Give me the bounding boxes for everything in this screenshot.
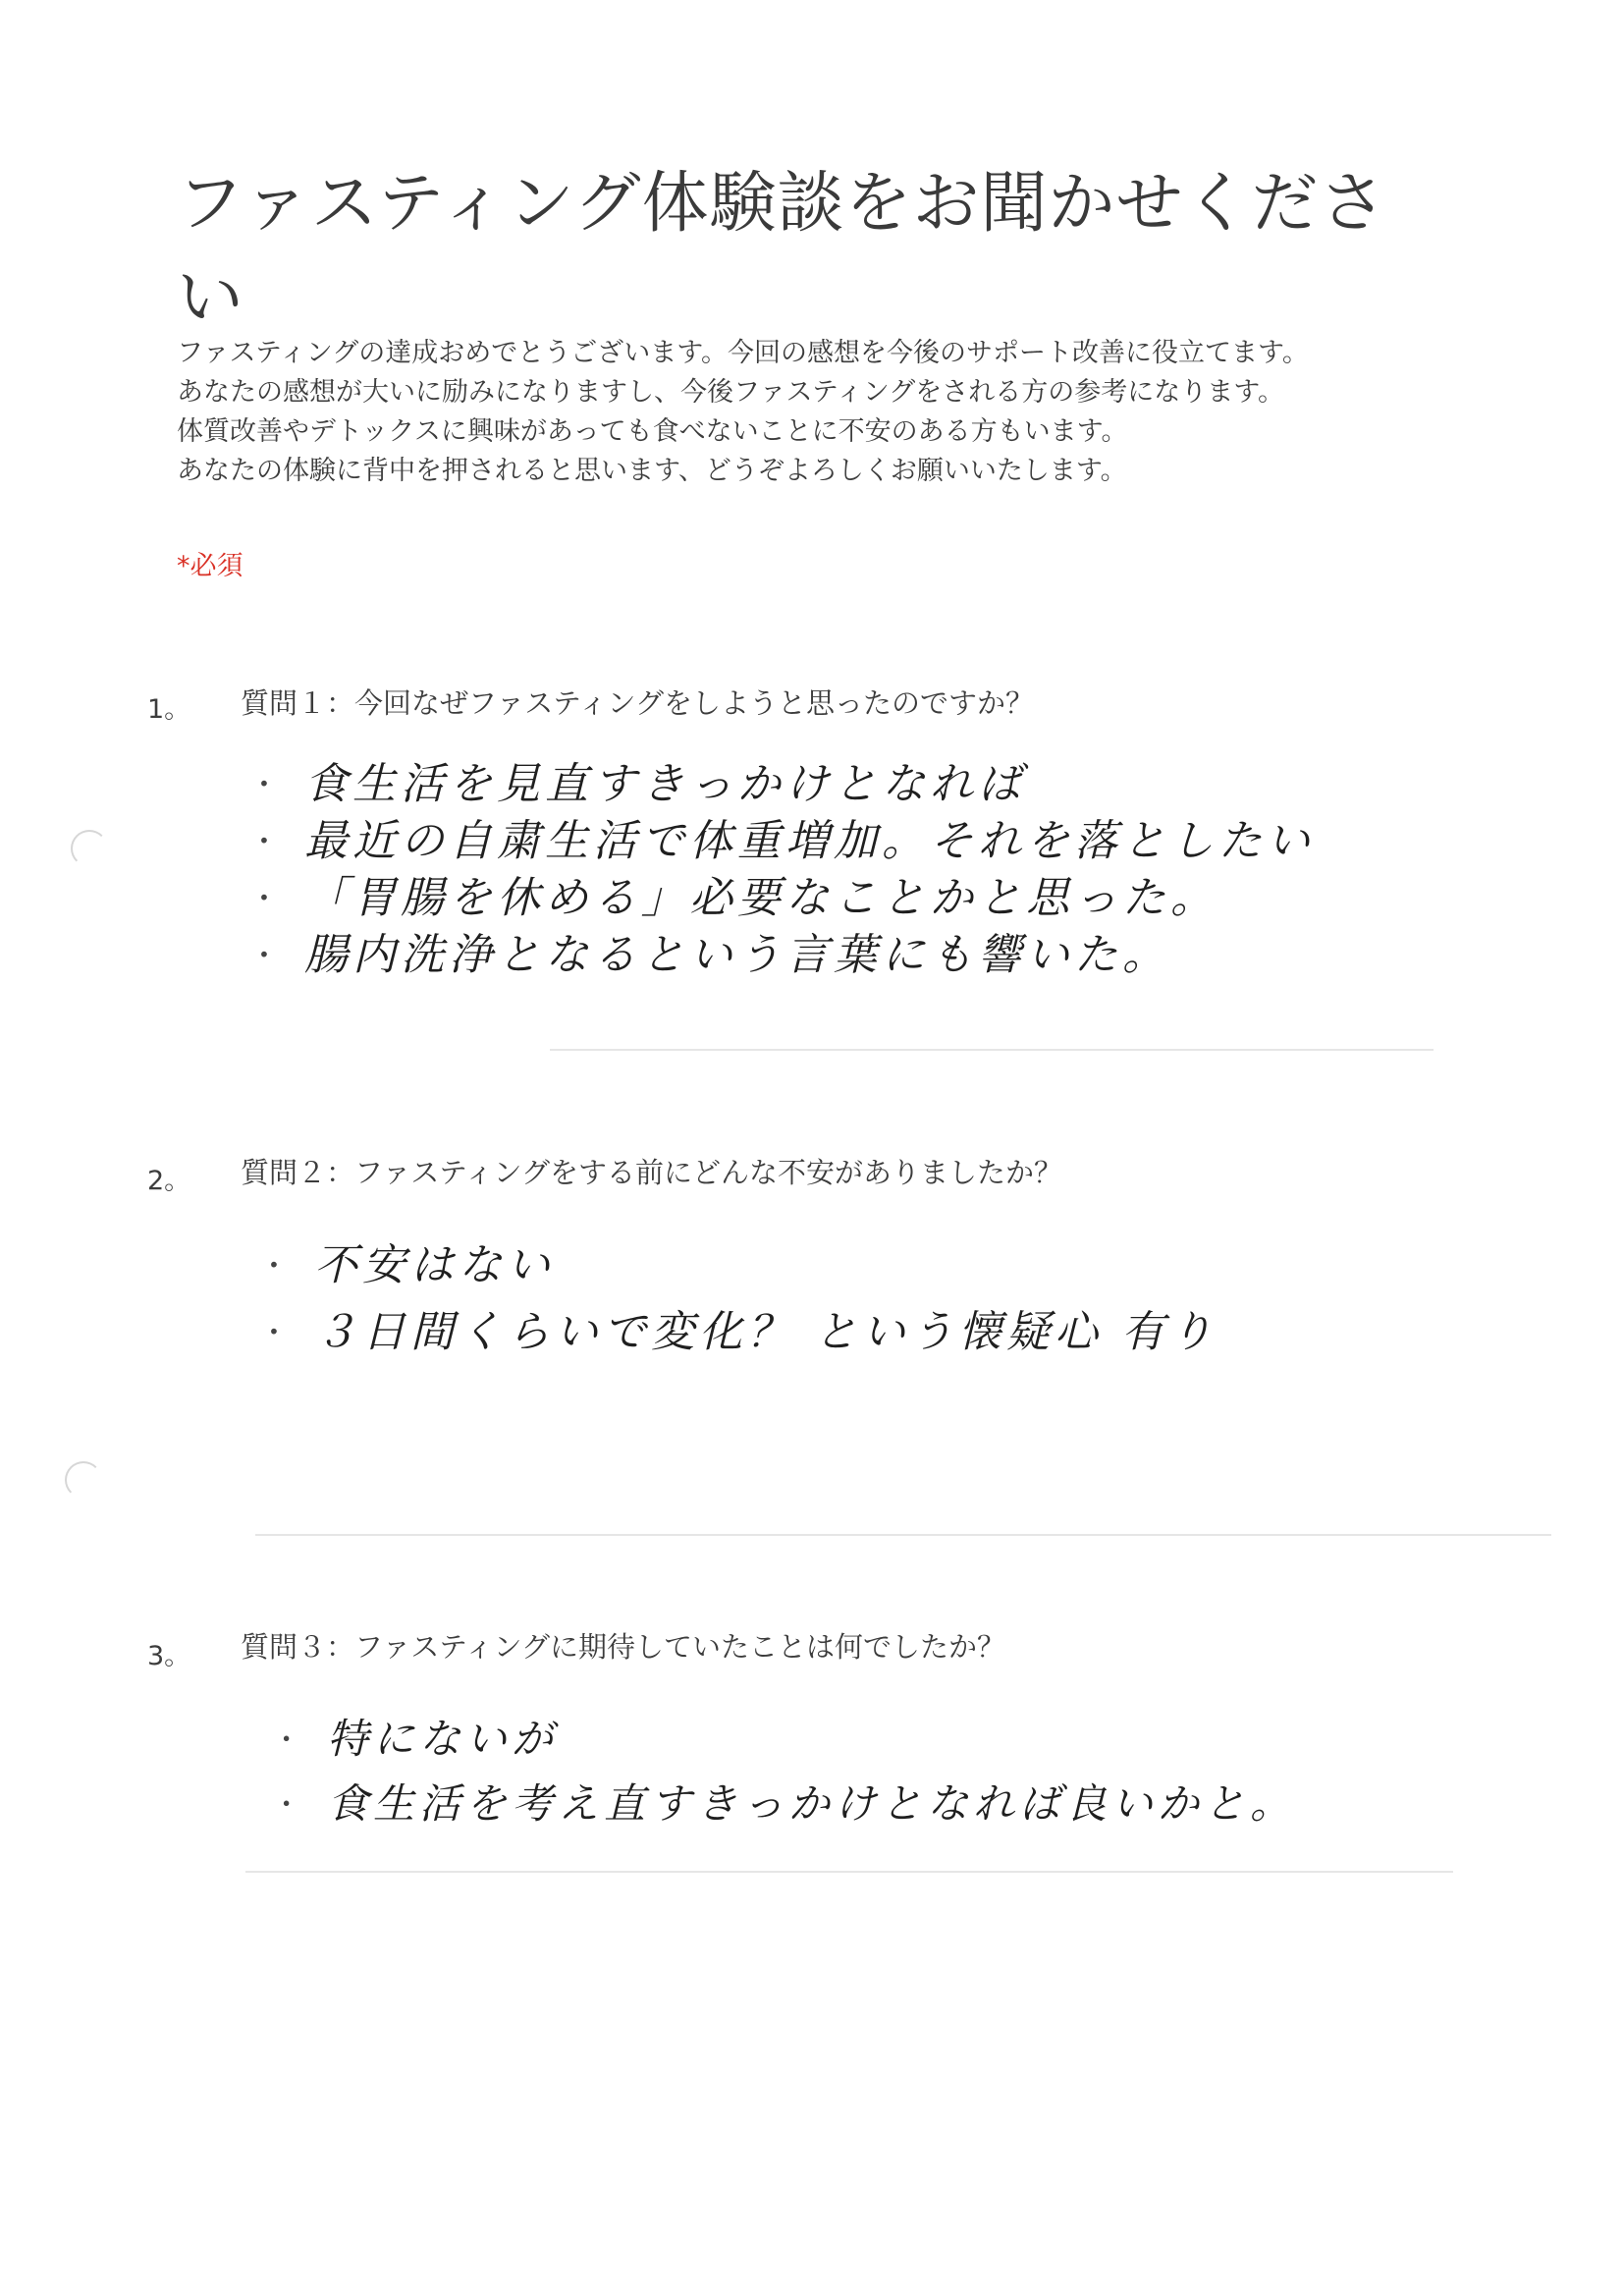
question-2-number: 2。 <box>147 1166 191 1196</box>
question-3-number: 3。 <box>147 1641 191 1671</box>
required-note: *必須 <box>177 551 243 581</box>
question-2-text: 質問２：ファスティングをする前にどんな不安がありましたか？ <box>241 1156 1062 1189</box>
hole-punch-mark <box>65 1461 102 1499</box>
question-1-answer <box>257 756 1315 984</box>
answer-underline <box>245 1871 1453 1873</box>
answer-line: · 不安はない <box>267 1232 1217 1299</box>
description-line: ファスティングの達成おめでとうございます。今回の感想を今後のサポート改善に役立てます。 <box>177 338 1309 368</box>
answer-line: · 最近の自粛生活で体重増加。それを落としたい <box>257 813 1315 870</box>
question-3-text: 質問３：ファスティングに期待していたことは何でしたか？ <box>241 1630 1005 1664</box>
answer-line: · 食生活を見直すきっかけとなれば <box>257 756 1315 813</box>
answer-underline <box>255 1534 1551 1536</box>
answer-line: · 腸内洗浄となるという言葉にも響いた。 <box>257 927 1315 984</box>
answer-line: · 特にないが <box>280 1707 1296 1772</box>
answer-line: · 「胃腸を休める」必要なことかと思った。 <box>257 870 1315 927</box>
form-description <box>177 334 1414 491</box>
answer-line: · ３日間くらいで変化？ という懐疑心 有り <box>267 1299 1217 1366</box>
hole-punch-mark <box>71 830 108 867</box>
answer-line: · 食生活を考え直すきっかけとなれば良いかと。 <box>280 1772 1296 1836</box>
question-1-number: 1。 <box>147 694 191 725</box>
description-line: あなたの感想が大いに励みになりますし、今後ファスティングをされる方の参考になります。 <box>177 377 1285 408</box>
question-2-answer <box>267 1232 1217 1366</box>
description-line: 体質改善やデトックスに興味があっても食べないことに不安のある方もいます。 <box>177 416 1128 447</box>
question-3-answer <box>280 1707 1296 1836</box>
form-title: ファスティング体験談をお聞かせください <box>177 165 1387 337</box>
question-1-text: 質問１：今回なぜファスティングをしようと思ったのですか？ <box>241 686 1034 720</box>
description-line: あなたの体験に背中を押されると思います、どうぞよろしくお願いいたします。 <box>177 456 1127 486</box>
answer-underline <box>550 1049 1434 1051</box>
